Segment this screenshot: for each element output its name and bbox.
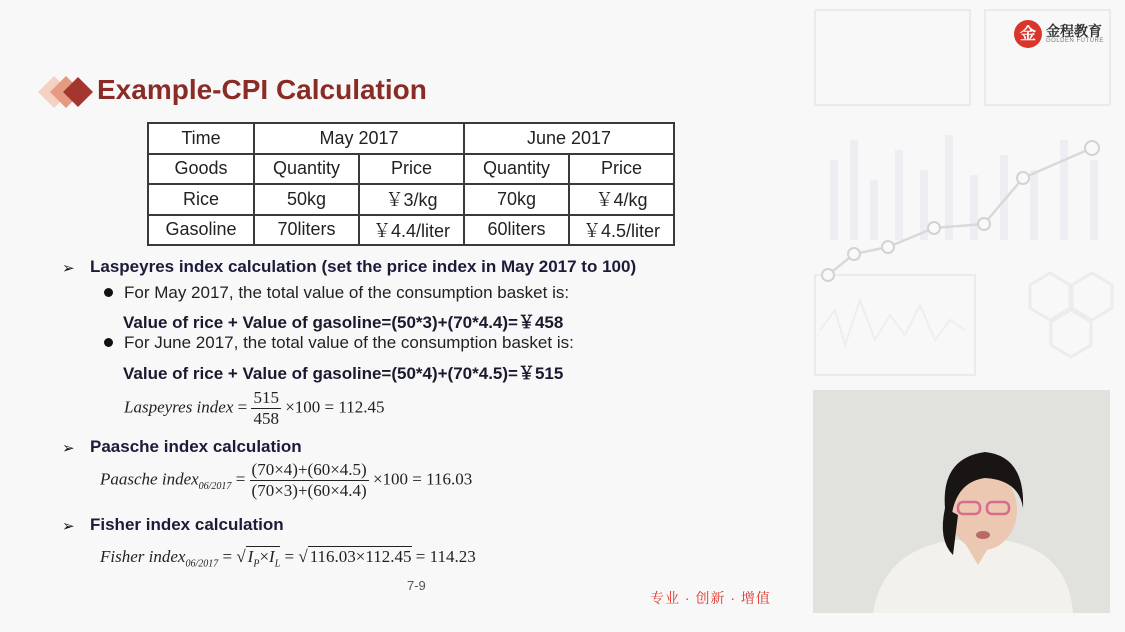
- radical-numeric: 116.03×112.45: [309, 547, 412, 566]
- paasche-heading: Paasche index calculation: [90, 437, 302, 456]
- table-cell: 70liters: [254, 215, 359, 246]
- table-header-cell: Time: [148, 123, 254, 154]
- table-cell: ￥4.4/liter: [359, 215, 464, 246]
- formula-label: Laspeyres index: [124, 397, 234, 417]
- bullet-dot-icon: [104, 338, 113, 347]
- slide-title: Example-CPI Calculation: [97, 74, 427, 105]
- formula-label: Paasche index: [100, 469, 199, 489]
- table-header-cell: June 2017: [464, 123, 674, 154]
- subscript-p: P: [253, 558, 260, 570]
- formula-fraction: [250, 460, 369, 501]
- laspeyres-heading: Laspeyres index calculation (set the price index in May 2017 to 100): [90, 257, 637, 276]
- laspeyres-formula: Laspeyres index = $\frac{515}{458}$ ×100 = 112.45: [124, 388, 385, 428]
- formula-result: = 114.23: [415, 547, 476, 566]
- fraction-numerator: 515: [253, 388, 279, 407]
- formula-label: Fisher index: [100, 547, 186, 566]
- symbol-i: I: [247, 547, 254, 566]
- table-header-cell: May 2017: [254, 123, 464, 154]
- arrow-bullet-icon: ➢: [62, 518, 75, 535]
- table-cell: Gasoline: [148, 215, 254, 246]
- radical-ip-il: [246, 546, 281, 570]
- presenter-video: [813, 390, 1110, 613]
- fraction-denominator: 458: [253, 409, 279, 428]
- formula-fraction: [251, 388, 281, 429]
- bullet-dot-icon: [104, 288, 113, 297]
- table-cell: 60liters: [464, 215, 569, 246]
- paasche-formula: Paasche index$_{06/2017}$ = $\frac{(70\times 4)+(60\times 4.5)}{(70\times 3)+(60\times 4.4)}$ ×100 = 116.03: [100, 460, 473, 500]
- title-diamond-icon: [36, 74, 96, 110]
- table-header-cell: Price: [569, 154, 674, 185]
- laspeyres-bullet-2-bold: Value of rice + Value of gasoline=(50*4)+(70*4.5)=￥515: [123, 364, 564, 383]
- fisher-formula: Fisher index$_{06/2017}$ = √ $I_P\times I_L$ = √ 116.03×112.45 = 114.23: [100, 547, 476, 570]
- times-symbol: ×: [259, 547, 270, 566]
- formula-result: ×100 = 116.03: [372, 469, 473, 489]
- table-header-row: [148, 154, 674, 185]
- fisher-heading: Fisher index calculation: [90, 515, 284, 534]
- table-row: [148, 215, 674, 246]
- table-header-cell: Goods: [148, 154, 254, 185]
- table-header-cell: Quantity: [254, 154, 359, 185]
- table-cell: ￥4/kg: [569, 184, 674, 215]
- table-cell: ￥4.5/liter: [569, 215, 674, 246]
- formula-result: ×100 = 112.45: [285, 397, 385, 417]
- arrow-bullet-icon: ➢: [62, 260, 75, 277]
- brand-logo: [1014, 20, 1104, 48]
- laspeyres-bullet-2: For June 2017, the total value of the consumption basket is:: [124, 333, 574, 352]
- laspeyres-bullet-1: For May 2017, the total value of the consumption basket is:: [124, 283, 570, 302]
- table-cell: Rice: [148, 184, 254, 215]
- presenter-image: [813, 390, 1110, 613]
- symbol-i: I: [269, 547, 275, 566]
- table-cell: ￥3/kg: [359, 184, 464, 215]
- arrow-bullet-icon: ➢: [62, 440, 75, 457]
- slogan: 专业 · 创新 · 增值: [650, 590, 771, 606]
- background-chart-decoration: [800, 0, 1125, 390]
- table-header-cell: Quantity: [464, 154, 569, 185]
- logo-icon: 金: [1014, 20, 1042, 48]
- table-cell: 50kg: [254, 184, 359, 215]
- page-number: 7-9: [407, 578, 426, 593]
- table-cell: 70kg: [464, 184, 569, 215]
- fraction-denominator: (70×3)+(60×4.4): [251, 481, 367, 500]
- table-header-row: [148, 123, 674, 154]
- formula-subscript: 06/2017: [198, 480, 232, 492]
- subscript-l: L: [274, 558, 281, 570]
- laspeyres-bullet-1-bold: Value of rice + Value of gasoline=(50*3)+(70*4.4)=￥458: [123, 313, 564, 332]
- formula-subscript: 06/2017: [185, 558, 219, 570]
- table-row: [148, 184, 674, 215]
- fraction-numerator: (70×4)+(60×4.5): [251, 460, 367, 479]
- table-header-cell: Price: [359, 154, 464, 185]
- brand-name-en: GOLDEN FUTURE: [1046, 38, 1104, 44]
- brand-name-cn: 金程教育: [1046, 23, 1102, 39]
- price-quantity-table: [147, 122, 675, 246]
